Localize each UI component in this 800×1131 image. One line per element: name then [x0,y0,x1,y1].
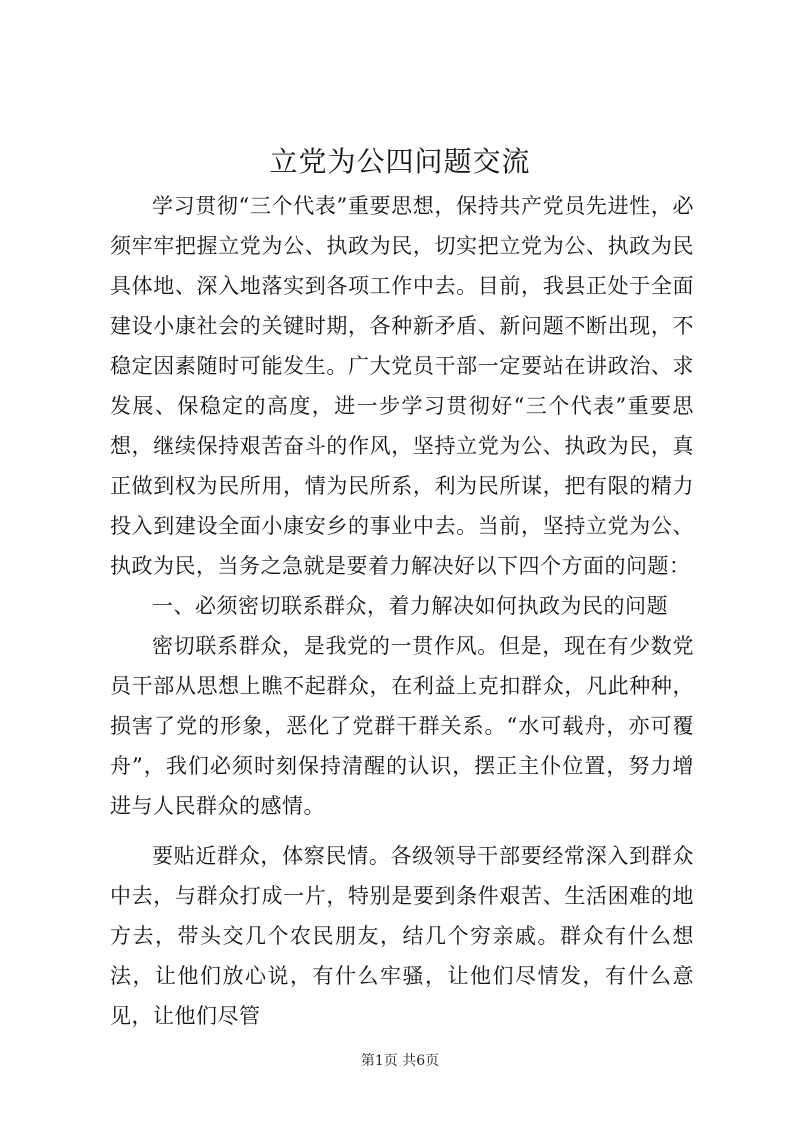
document-title: 立党为公四问题交流 [269,145,531,178]
section-heading-one: 一、必须密切联系群众，着力解决如何执政为民的问题 [152,594,668,618]
paragraph-contact-masses: 密切联系群众，是我党的一贯作风。但是，现在有少数党员干部从思想上瞧不起群众，在利益上克扣群众，凡此种种，损害了党的形象，恶化了党群干群关系。“水可载舟，亦可覆舟”，我们必须时刻保持清醒的认识，摆正主仆位置，努力增进与人民群众的感情。 [110,634,694,818]
document-body [110,186,694,1036]
page-footer: 第1页 共6页 [360,1053,440,1069]
paragraph-close-to-masses: 要贴近群众，体察民情。各级领导干部要经常深入到群众中去，与群众打成一片，特别是要到条件艰苦、生活困难的地方去，带头交几个农民朋友，结几个穷亲戚。群众有什么想法，让他们放心说，有什么牢骚，让他们尽情发，有什么意见，让他们尽管 [110,844,694,1028]
paragraph-intro: 学习贯彻“三个代表”重要思想，保持共产党员先进性，必须牢牢把握立党为公、执政为民，切实把立党为公、执政为民具体地、深入地落实到各项工作中去。目前，我县正处于全面建设小康社会的关键时期，各种新矛盾、新问题不断出现，不稳定因素随时可能发生。广大党员干部一定要站在讲政治、求发展、保稳定的高度，进一步学习贯彻好“三个代表”重要思想，继续保持艰苦奋斗的作风，坚持立党为公、执政为民，真正做到权为民所用，情为民所系，利为民所谋，把有限的精力投入到建设全面小康安乡的事业中去。当前，坚持立党为公、执政为民，当务之急就是要着力解决好以下四个方面的问题： [110,194,694,578]
